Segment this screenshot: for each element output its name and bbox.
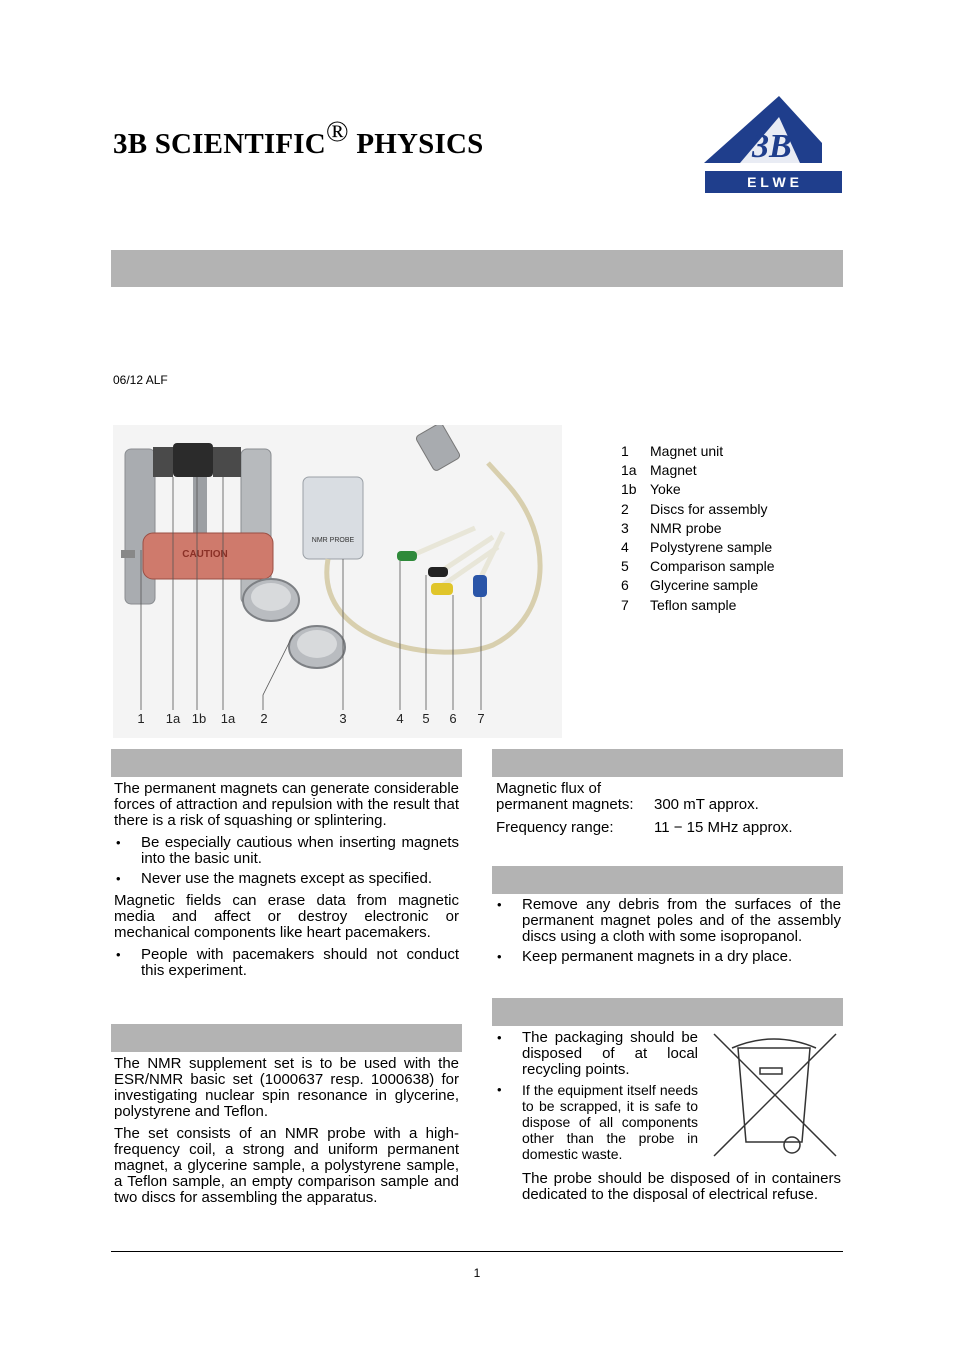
legend-item: 6 Glycerine sample bbox=[621, 577, 759, 594]
safety-section-bar bbox=[111, 749, 462, 777]
callout-3: 3 bbox=[339, 711, 347, 726]
safety-list bbox=[114, 835, 459, 887]
description-paragraph: The set consists of an NMR probe with a high-frequency coil, a strong and uniform permanent magnet, a glycerine sample, a polystyrene sample, a Teflon sample, an empty comparison sample and two discs for assembling the apparatus. bbox=[114, 1125, 459, 1206]
brand-title bbox=[113, 115, 484, 161]
legend-item: 4 Polystyrene sample bbox=[621, 539, 773, 556]
legend-item: 3 NMR probe bbox=[621, 519, 722, 536]
footer-rule bbox=[111, 1251, 843, 1252]
list-item: • Be especially cautious when inserting magnets into the basic unit. bbox=[114, 835, 459, 867]
disposal-section-bar bbox=[492, 998, 843, 1026]
brand-tail: PHYSICS bbox=[348, 128, 484, 160]
callout-2: 2 bbox=[260, 711, 268, 726]
caution-label: CAUTION bbox=[182, 549, 228, 560]
product-photo bbox=[113, 425, 562, 738]
legend-item: 7 Teflon sample bbox=[621, 596, 737, 613]
safety-paragraph: The permanent magnets can generate considerable forces of attraction and repulsion with the result that there is a risk of squashing or splintering. bbox=[114, 780, 459, 829]
callout-1a-left: 1a bbox=[165, 711, 181, 726]
3b-elwe-logo bbox=[700, 95, 843, 195]
freq-row: Frequency range: 11 − 15 MHz approx. bbox=[496, 819, 793, 836]
logo-3b-text: 3B bbox=[752, 128, 792, 165]
flux-row: permanent magnets: 300 mT approx. bbox=[496, 796, 759, 813]
crossed-bin-icon bbox=[710, 1030, 840, 1160]
list-item: • Remove any debris from the surfaces of the permanent magnet poles and of the assembly discs using a cloth with some isopropanol. bbox=[495, 897, 841, 945]
callout-7: 7 bbox=[477, 711, 485, 726]
freq-value: 11 − 15 MHz approx. bbox=[654, 819, 793, 836]
safety-list bbox=[114, 947, 459, 979]
legend-item: 2 Discs for assembly bbox=[621, 500, 768, 517]
disposal-tail: The probe should be disposed of in containers dedicated to the disposal of electrical refuse. bbox=[522, 1170, 841, 1203]
legend-item: 1 Magnet unit bbox=[621, 443, 724, 459]
callout-1b: 1b bbox=[191, 711, 207, 726]
flux-label: Magnetic flux of bbox=[496, 780, 602, 797]
brand-main: 3B SCIENTIFIC bbox=[113, 128, 326, 160]
safety-paragraph: Magnetic fields can erase data from magnetic media and affect or destroy electronic or mechanical components like heart pacemakers. bbox=[114, 892, 459, 941]
callout-4: 4 bbox=[396, 711, 404, 726]
parts-legend bbox=[621, 442, 775, 615]
care-section-bar bbox=[492, 866, 843, 894]
description-section bbox=[114, 1056, 459, 1212]
callout-5: 5 bbox=[422, 711, 430, 726]
list-item: • Keep permanent magnets in a dry place. bbox=[495, 949, 841, 965]
callout-1a-right: 1a bbox=[220, 711, 236, 726]
flux-value: 300 mT approx. bbox=[654, 796, 759, 813]
title-bar bbox=[111, 250, 843, 287]
legend-item: 1a Magnet bbox=[621, 462, 697, 479]
page-number: 1 bbox=[473, 1266, 481, 1280]
care-list bbox=[495, 897, 841, 965]
list-item: • People with pacemakers should not conduct this experiment. bbox=[114, 947, 459, 979]
list-item: • Never use the magnets except as specified. bbox=[114, 871, 459, 887]
disposal-list bbox=[495, 1030, 698, 1162]
probe-label: NMR PROBE bbox=[311, 537, 355, 544]
registered-mark: ® bbox=[325, 115, 349, 148]
specs-section-bar bbox=[492, 749, 843, 777]
care-section bbox=[495, 897, 841, 971]
callout-6: 6 bbox=[449, 711, 457, 726]
callout-1: 1 bbox=[137, 711, 145, 726]
legend-item: 5 Comparison sample bbox=[621, 558, 775, 575]
disposal-section bbox=[495, 1030, 698, 1168]
description-paragraph: The NMR supplement set is to be used with the ESR/NMR basic set (1000637 resp. 1000638) for investigating nuclear spin resonance in glycerine, polystyrene and Teflon. bbox=[114, 1055, 459, 1120]
list-item: • The packaging should be disposed of at local recycling points. bbox=[495, 1030, 698, 1078]
specs-section bbox=[496, 781, 841, 837]
doc-code: 06/12 ALF bbox=[113, 373, 168, 387]
description-section-bar bbox=[111, 1024, 462, 1052]
logo-elwe-text: E L W E bbox=[747, 174, 799, 190]
safety-section bbox=[114, 781, 459, 985]
list-item: • If the equipment itself needs to be scrapped, it is safe to dispose of all components other than the probe in domestic waste. bbox=[495, 1082, 698, 1162]
legend-item: 1b Yoke bbox=[621, 481, 681, 498]
